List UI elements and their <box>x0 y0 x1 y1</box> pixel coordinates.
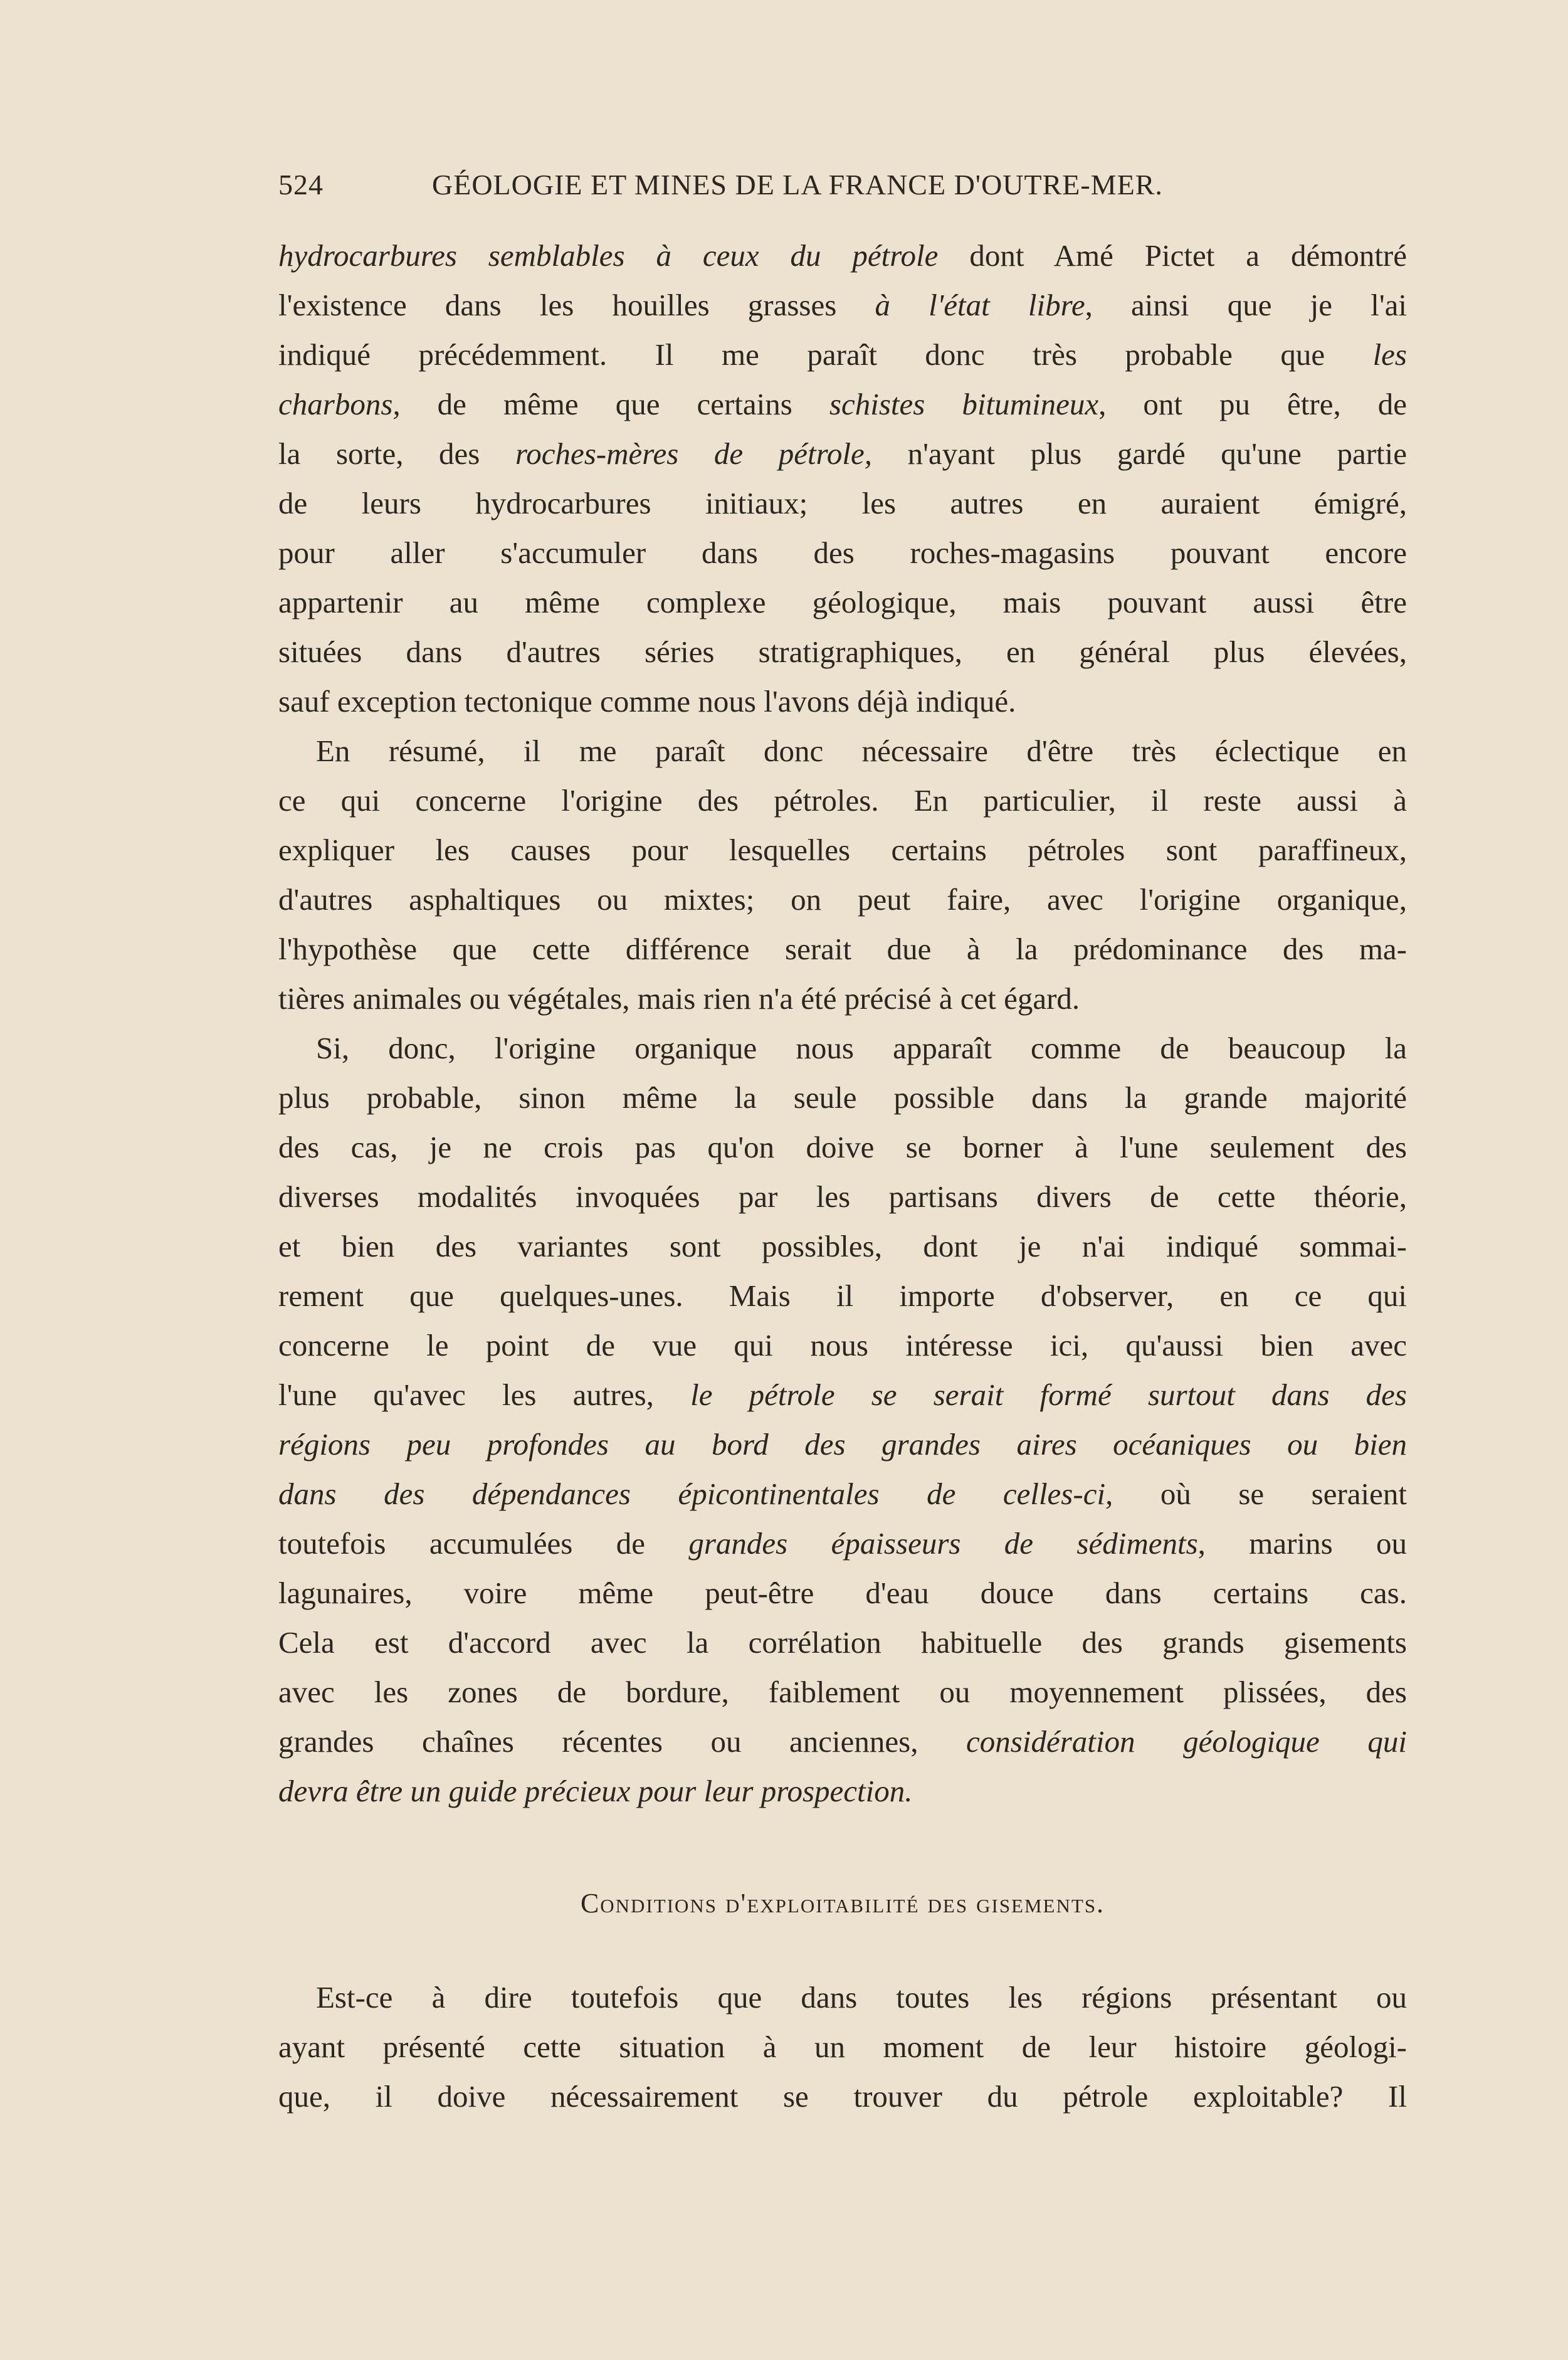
text-span: expliquer les causes pour lesquelles certains pétroles sont paraffineux, <box>278 833 1407 867</box>
italic-text: charbons, <box>278 387 401 421</box>
text-line <box>278 231 1407 280</box>
text-line <box>278 478 1407 528</box>
italic-text: considération géologique qui <box>966 1724 1407 1759</box>
text-span: plus probable, sinon même la seule possible dans la grande majorité <box>278 1080 1407 1115</box>
italic-text: à l'état libre <box>875 288 1085 322</box>
italic-text: régions peu profondes au bord des grandes aires océaniques ou bien <box>278 1427 1407 1462</box>
text-line <box>278 825 1407 875</box>
text-line <box>278 379 1407 429</box>
text-line <box>278 974 1407 1023</box>
text-span: Cela est d'accord avec la corrélation habituelle des grands gisements <box>278 1625 1407 1660</box>
text-line <box>278 1420 1407 1469</box>
text-line <box>278 429 1407 478</box>
text-span: grandes chaînes récentes ou anciennes, <box>278 1724 967 1759</box>
text-line <box>278 1766 1407 1816</box>
italic-text: les <box>1372 337 1407 372</box>
text-span: la sorte, des <box>278 436 515 471</box>
text-span: ce qui concerne l'origine des pétroles. En particulier, il reste aussi à <box>278 783 1407 818</box>
text-span: ayant présenté cette situation à un moment de leur histoire géologi- <box>278 2030 1407 2064</box>
text-span: sauf exception tectonique comme nous l'avons déjà indiqué. <box>278 684 1016 719</box>
text-line <box>278 577 1407 627</box>
text-line <box>278 330 1407 379</box>
italic-text: schistes bitumineux <box>829 387 1099 421</box>
text-span: l'existence dans les houilles grasses <box>278 288 875 322</box>
text-line <box>278 1519 1407 1568</box>
text-line <box>278 1973 1407 2022</box>
text-span: rement que quelques-unes. Mais il importe d'observer, en ce qui <box>278 1278 1407 1313</box>
page-number: 524 <box>278 169 324 201</box>
text-line <box>278 677 1407 726</box>
text-line <box>278 776 1407 825</box>
running-title: GÉOLOGIE ET MINES DE LA FRANCE D'OUTRE-MER. <box>432 169 1163 201</box>
text-line <box>278 875 1407 924</box>
text-span: avec les zones de bordure, faiblement ou moyennement plissées, des <box>278 1675 1407 1709</box>
italic-text: roches-mères de pétrole, <box>515 436 872 471</box>
text-span: dont Amé Pictet a démontré <box>938 238 1407 273</box>
text-span: indiqué précédemment. Il me paraît donc très probable que <box>278 337 1373 372</box>
text-span: situées dans d'autres séries stratigraphiques, en général plus élevées, <box>278 635 1407 669</box>
text-span: appartenir au même complexe géologique, mais pouvant aussi être <box>278 585 1407 619</box>
text-span: d'autres asphaltiques ou mixtes; on peut faire, avec l'origine organique, <box>278 882 1407 917</box>
text-span: concerne le point de vue qui nous intéresse ici, qu'aussi bien avec <box>278 1328 1407 1362</box>
text-span: de leurs hydrocarbures initiaux; les autres en auraient émigré, <box>278 486 1407 520</box>
text-span: de même que certains <box>400 387 829 421</box>
text-span: Est-ce à dire toutefois que dans toutes les régions présentant ou <box>316 1980 1407 2015</box>
text-span: où se seraient <box>1113 1477 1407 1511</box>
text-line <box>278 1717 1407 1766</box>
text-line <box>278 1667 1407 1717</box>
italic-text: le pétrole se serait formé surtout dans des <box>690 1378 1407 1412</box>
italic-text: devra être un guide précieux pour leur prospection. <box>278 1774 913 1808</box>
italic-text: hydrocarbures semblables à ceux du pétrole <box>278 238 939 273</box>
text-span: des cas, je ne crois pas qu'on doive se borner à l'une seulement des <box>278 1130 1407 1164</box>
text-line <box>278 1073 1407 1122</box>
text-line <box>278 1568 1407 1618</box>
text-span: lagunaires, voire même peut-être d'eau douce dans certains cas. <box>278 1576 1407 1610</box>
body-text-continued <box>278 1973 1407 2121</box>
text-span: que, il doive nécessairement se trouver du pétrole exploitable? Il <box>278 2079 1407 2114</box>
text-span: l'hypothèse que cette différence serait due à la prédominance des ma- <box>278 932 1407 966</box>
text-line <box>278 280 1407 330</box>
text-line <box>278 528 1407 577</box>
text-line <box>278 726 1407 776</box>
text-line <box>278 924 1407 974</box>
text-span: pour aller s'accumuler dans des roches-magasins pouvant encore <box>278 535 1407 570</box>
text-line <box>278 1221 1407 1271</box>
text-span: , marins ou <box>1197 1526 1407 1561</box>
text-span: n'ayant plus gardé qu'une partie <box>871 436 1407 471</box>
text-line <box>278 1122 1407 1172</box>
text-line <box>278 1469 1407 1519</box>
body-text <box>278 231 1407 1816</box>
text-line <box>278 1172 1407 1221</box>
text-line <box>278 2072 1407 2121</box>
text-span: et bien des variantes sont possibles, dont je n'ai indiqué sommai- <box>278 1229 1407 1263</box>
italic-text: grandes épaisseurs de sédiments <box>688 1526 1198 1561</box>
text-line <box>278 627 1407 677</box>
text-line <box>278 2022 1407 2072</box>
text-line <box>278 1370 1407 1420</box>
text-span: En résumé, il me paraît donc nécessaire d'être très éclectique en <box>316 734 1407 768</box>
text-span: diverses modalités invoquées par les partisans divers de cette théorie, <box>278 1179 1407 1214</box>
text-span: l'une qu'avec les autres, <box>278 1378 691 1412</box>
italic-text: dans des dépendances épicontinentales de celles-ci, <box>278 1477 1113 1511</box>
text-line <box>278 1023 1407 1073</box>
running-header <box>278 168 1238 206</box>
text-line <box>278 1618 1407 1667</box>
text-span: , ont pu être, de <box>1098 387 1407 421</box>
text-span: toutefois accumulées de <box>278 1526 689 1561</box>
text-line <box>278 1271 1407 1320</box>
text-span: , ainsi que je l'ai <box>1085 288 1408 322</box>
text-line <box>278 1320 1407 1370</box>
text-span: tières animales ou végétales, mais rien n'a été précisé à cet égard. <box>278 981 1080 1016</box>
section-heading: Conditions d'exploitabilité des gisements. <box>580 1888 1105 1919</box>
text-span: Si, donc, l'origine organique nous apparaît comme de beaucoup la <box>316 1031 1407 1065</box>
